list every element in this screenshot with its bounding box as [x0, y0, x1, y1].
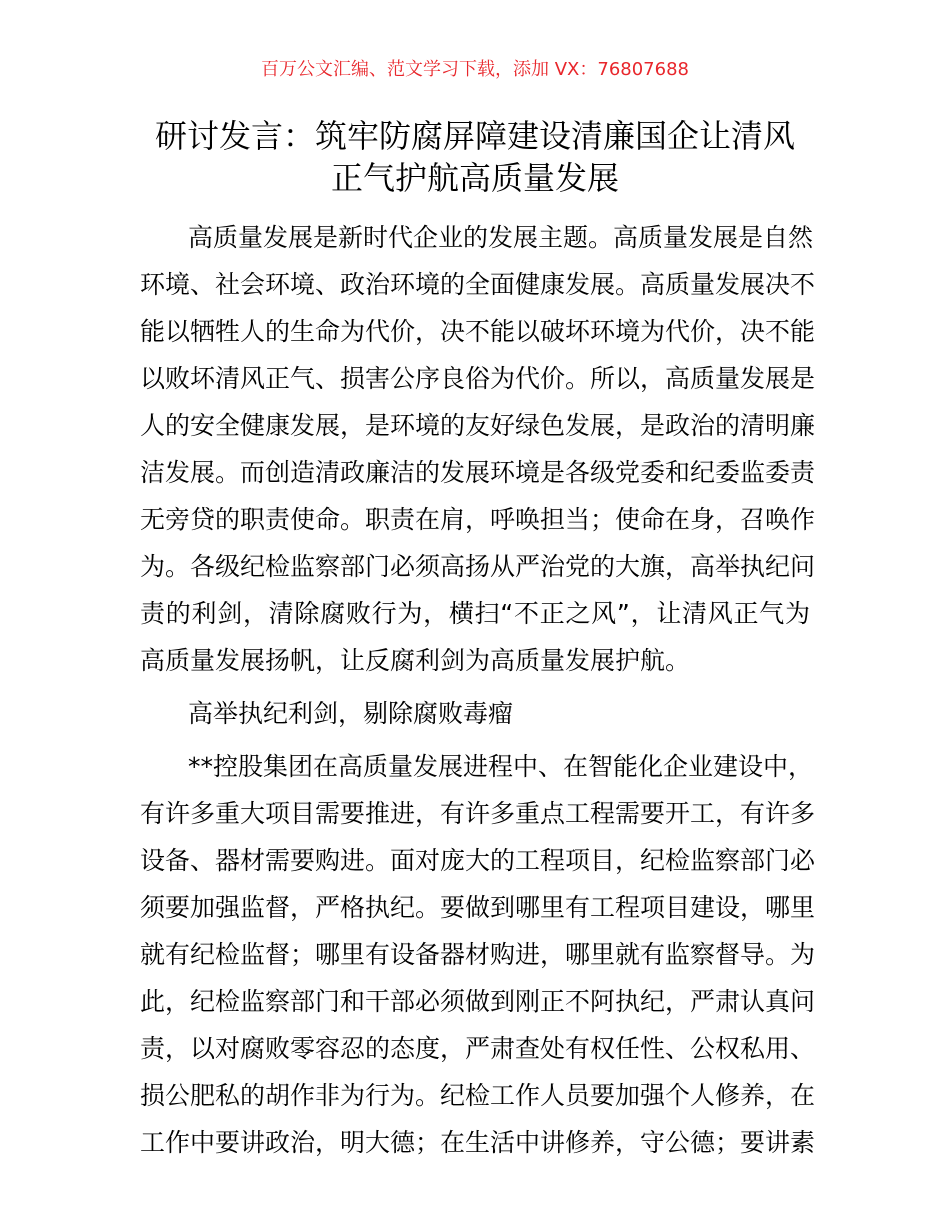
section-heading: 高举执纪利剑，剔除腐败毒瘤 — [188, 699, 514, 728]
document-title-line-1: 研讨发言：筑牢防腐屏障建设清廉国企让清风 — [154, 117, 795, 155]
body-text-line: 高质量发展是新时代企业的发展主题。高质量发展是自然 — [188, 223, 814, 252]
watermark-header: 百万公文汇编、范文学习下载，添加 VX：76807688 — [261, 59, 689, 80]
body-text-line: 有许多重大项目需要推进，有许多重点工程需要开工，有许多 — [140, 799, 816, 828]
body-text-line: 须要加强监督，严格执纪。要做到哪里有工程项目建设，哪里 — [140, 893, 816, 922]
body-text-line: 工作中要讲政治，明大德；在生活中讲修养，守公德；要讲素 — [140, 1128, 816, 1157]
document-title-line-2: 正气护航高质量发展 — [330, 159, 619, 197]
body-text-line: 为。各级纪检监察部门必须高扬从严治党的大旗，高举执纪问 — [140, 552, 816, 581]
body-text-line: 设备、器材需要购进。面对庞大的工程项目，纪检监察部门必 — [140, 846, 816, 875]
body-text-line: 高质量发展扬帆，让反腐利剑为高质量发展护航。 — [140, 646, 691, 675]
body-text-line: 责的利剑，清除腐败行为，横扫“不正之风”，让清风正气为 — [140, 599, 810, 628]
body-text-line: **控股集团在高质量发展进程中、在智能化企业建设中， — [188, 752, 814, 781]
body-text-line: 人的安全健康发展，是环境的友好绿色发展，是政治的清明廉 — [140, 411, 816, 440]
body-text-line: 责，以对腐败零容忍的态度，严肃查处有权任性、公权私用、 — [140, 1034, 816, 1063]
body-text-line: 洁发展。而创造清政廉洁的发展环境是各级党委和纪委监委责 — [140, 458, 816, 487]
body-text-line: 能以牺牲人的生命为代价，决不能以破坏环境为代价，决不能 — [140, 317, 816, 346]
body-text-line: 此，纪检监察部门和干部必须做到刚正不阿执纪，严肃认真问 — [140, 987, 816, 1016]
body-text-line: 损公肥私的胡作非为行为。纪检工作人员要加强个人修养，在 — [140, 1081, 816, 1110]
document-body — [140, 214, 816, 1166]
body-text-line: 环境、社会环境、政治环境的全面健康发展。高质量发展决不 — [140, 270, 816, 299]
body-text-line: 以败坏清风正气、损害公序良俗为代价。所以，高质量发展是 — [140, 364, 816, 393]
body-text-line: 无旁贷的职责使命。职责在肩，呼唤担当；使命在身，召唤作 — [140, 505, 816, 534]
body-text-line: 就有纪检监督；哪里有设备器材购进，哪里就有监察督导。为 — [140, 940, 816, 969]
